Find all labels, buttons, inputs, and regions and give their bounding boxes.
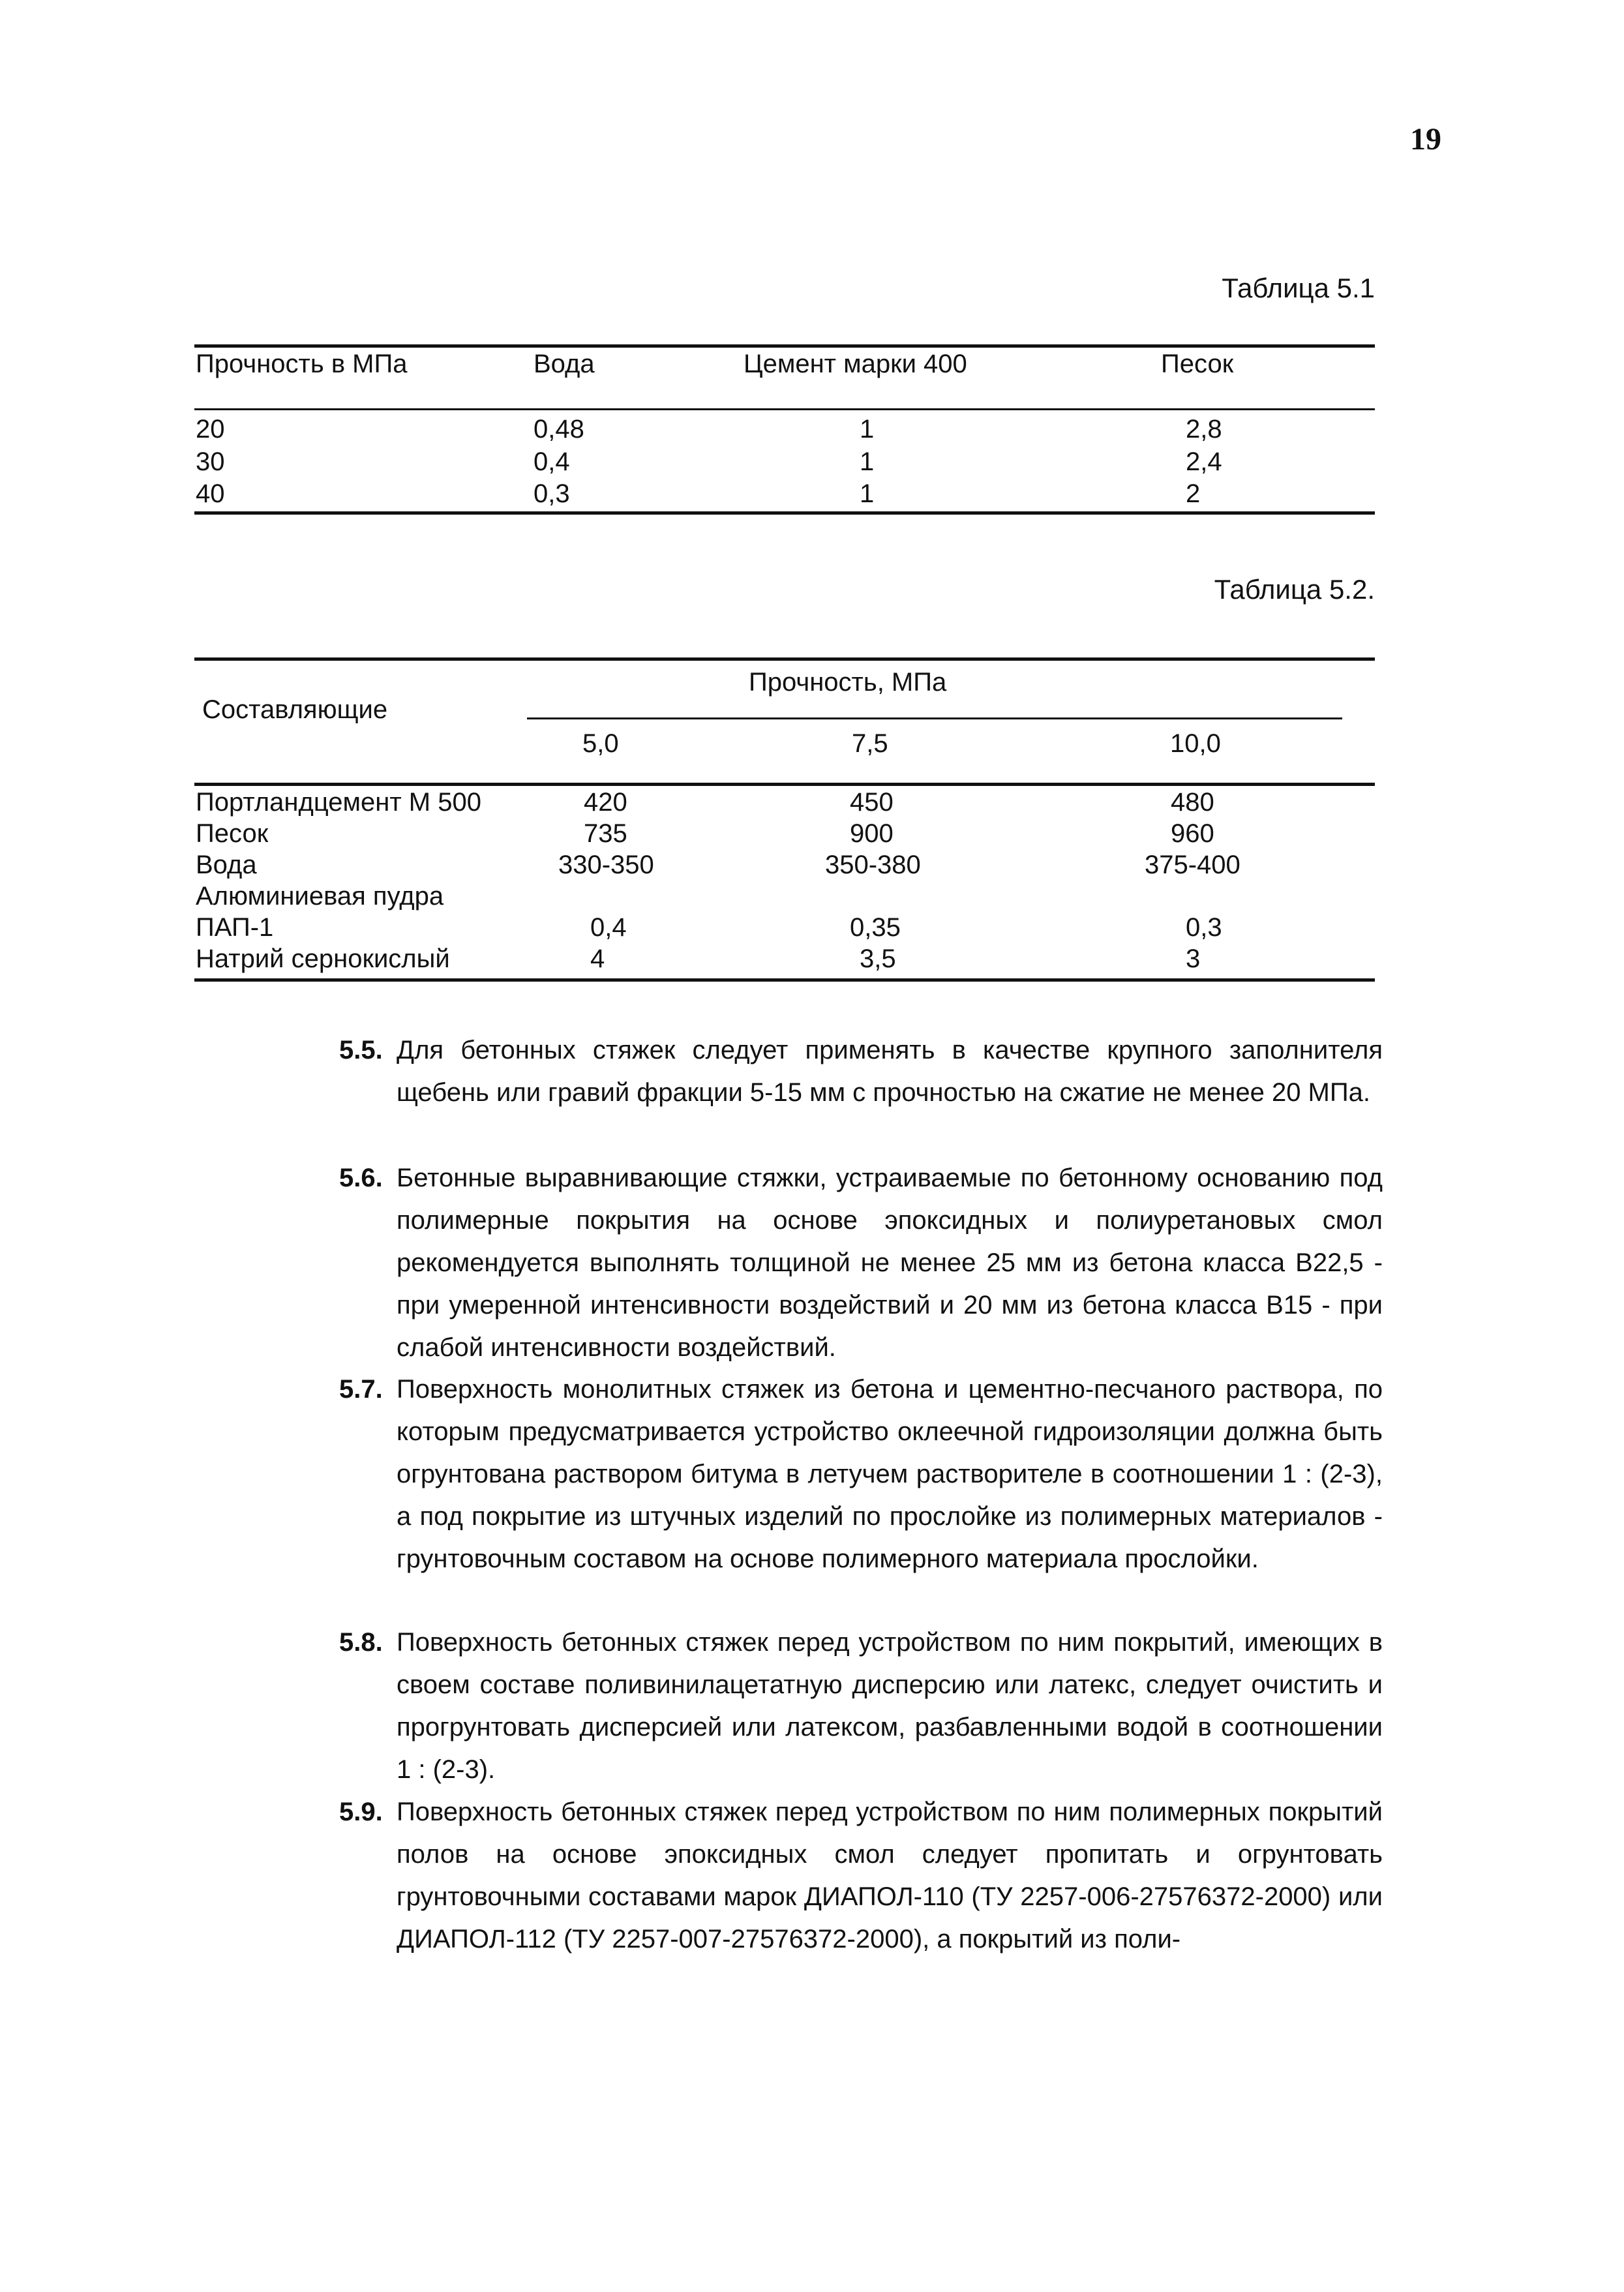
table-cell: 480	[1171, 788, 1214, 817]
paragraph-number: 5.9.	[339, 1798, 383, 1826]
table-rule	[194, 408, 1375, 410]
table-cell: Натрий сернокислый	[196, 944, 450, 973]
table-rule	[194, 511, 1375, 515]
table-header-cell: Цемент марки 400	[744, 350, 967, 378]
table-header-cell: Прочность в МПа	[196, 350, 408, 378]
paragraph-text: Поверхность бетонных стяжек перед устройством по ним полимерных покрытий полов на основе эпоксидных смол следует пропитать и огрунтовать грунтовочными составами марок ДИАПОЛ-110 (ТУ 2257-006-27576372-2000) или ДИАПОЛ-112 (ТУ 2257-007-27576372-2000), а покрытий из поли-	[397, 1798, 1383, 1953]
paragraph-number: 5.8.	[339, 1628, 383, 1657]
table-header-cell: Песок	[1161, 350, 1234, 378]
table-cell: 3	[1186, 944, 1201, 973]
table-cell: Алюминиевая пудра	[196, 882, 444, 911]
table-header-cell: 10,0	[1170, 729, 1221, 758]
paragraph-text: Для бетонных стяжек следует применять в качестве крупного заполнителя щебень или гравий фракции 5-15 мм с прочностью на сжатие не менее 20 МПа.	[397, 1036, 1383, 1107]
table-cell: 0,3	[1186, 913, 1222, 942]
paragraph-text: Поверхность бетонных стяжек перед устройством по ним покрытий, имеющих в своем составе поливинилацетатную дисперсию или латекс, следует очистить и прогрунтовать дисперсией или латексом, разбавленными водой в соотношении 1 : (2-3).	[397, 1628, 1383, 1784]
table-header-cell: 5,0	[582, 729, 619, 758]
table-cell: 1	[860, 415, 875, 444]
paragraph-5-5	[339, 1029, 1383, 1114]
paragraph-number: 5.7.	[339, 1375, 383, 1404]
table-cell: 30	[196, 447, 225, 476]
table-cell: 350-380	[825, 851, 921, 879]
paragraph-5-9	[339, 1791, 1383, 1961]
table-cell: 20	[196, 415, 225, 444]
table-cell: 1	[860, 447, 875, 476]
table-cell: 3,5	[860, 944, 896, 973]
paragraph-number: 5.5.	[339, 1036, 383, 1064]
table-row-header: Составляющие	[202, 695, 388, 724]
table-cell: 420	[584, 788, 627, 817]
table-rule	[194, 344, 1375, 348]
table-cell: 375-400	[1145, 851, 1241, 879]
table-group-header: Прочность, МПа	[749, 668, 947, 697]
table-cell: ПАП-1	[196, 913, 274, 942]
table-caption: Таблица 5.2.	[1214, 574, 1375, 605]
table-rule	[194, 978, 1375, 982]
paragraph-number: 5.6.	[339, 1164, 383, 1192]
paragraph-5-8	[339, 1621, 1383, 1791]
table-header-cell: 7,5	[852, 729, 888, 758]
table-cell: 0,3	[534, 479, 570, 508]
table-cell: 4	[590, 944, 605, 973]
table-rule	[194, 657, 1375, 661]
table-cell: 40	[196, 479, 225, 508]
table-cell: 2,4	[1186, 447, 1222, 476]
table-caption: Таблица 5.1	[1222, 273, 1375, 303]
table-rule	[527, 717, 1342, 719]
table-cell: 900	[850, 819, 894, 848]
table-cell: 2	[1186, 479, 1201, 508]
table-cell: 2,8	[1186, 415, 1222, 444]
table-cell: 0,48	[534, 415, 584, 444]
paragraph-5-7	[339, 1368, 1383, 1580]
paragraph-text: Бетонные выравнивающие стяжки, устраиваемые по бетонному основанию под полимерные покрытия на основе эпоксидных и полиуретановых смол рекомендуется выполнять толщиной не менее 25 мм из бетона класса В22,5 - при умеренной интенсивности воздействий и 20 мм из бетона класса В15 - при слабой интенсивности воздействий.	[397, 1164, 1383, 1362]
table-cell: 1	[860, 479, 875, 508]
table-cell: 330-350	[558, 851, 654, 879]
page-number: 19	[1410, 122, 1441, 157]
table-cell: 450	[850, 788, 894, 817]
table-rule	[194, 783, 1375, 786]
table-cell: Песок	[196, 819, 269, 848]
table-cell: 735	[584, 819, 627, 848]
table-cell: 0,4	[590, 913, 627, 942]
table-cell: 0,4	[534, 447, 570, 476]
paragraph-5-6	[339, 1157, 1383, 1369]
table-cell: 960	[1171, 819, 1214, 848]
paragraph-text: Поверхность монолитных стяжек из бетона и цементно-песчаного раствора, по которым предусматривается устройство оклеечной гидроизоляции должна быть огрунтована раствором битума в летучем растворителе в соотношении 1 : (2-3), а под покрытие из штучных изделий по прослойке из полимерных материалов - грунтовочным составом на основе полимерного материала прослойки.	[397, 1375, 1383, 1573]
table-header-cell: Вода	[534, 350, 595, 378]
table-cell: 0,35	[850, 913, 901, 942]
table-cell: Портландцемент М 500	[196, 788, 481, 817]
table-cell: Вода	[196, 851, 257, 879]
